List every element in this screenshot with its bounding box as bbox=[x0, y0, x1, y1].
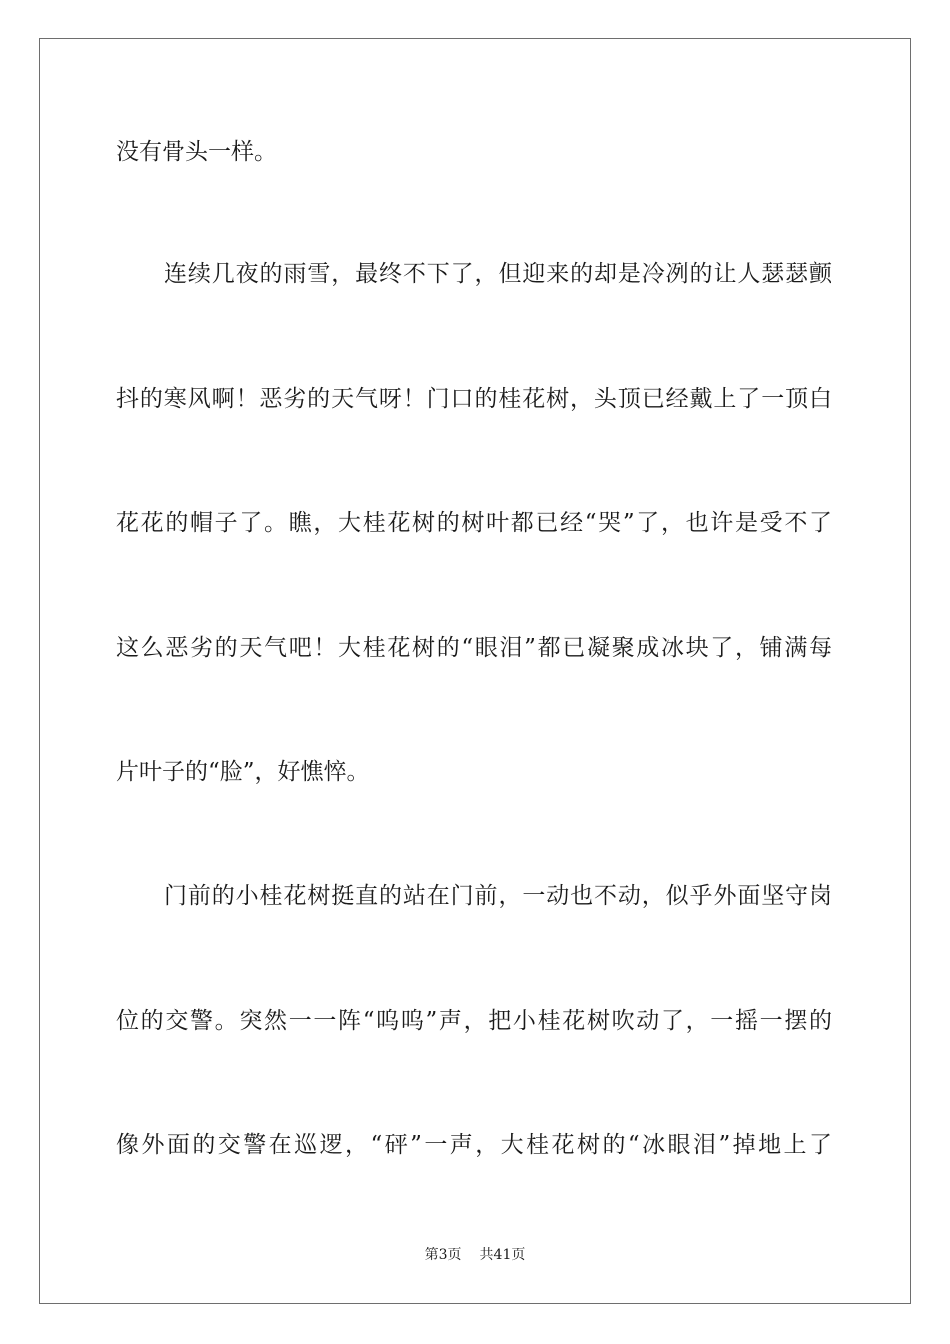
page-frame bbox=[39, 38, 911, 1304]
text-line-7: 门前的小桂花树挺直的站在门前，一动也不动，似乎外面坚守岗 bbox=[164, 883, 832, 909]
text-line-4: 花花的帽子了。瞧，大桂花树的树叶都已经“哭”了，也许是受不了 bbox=[116, 510, 832, 536]
text-line-3: 抖的寒风啊！恶劣的天气呀！门口的桂花树，头顶已经戴上了一顶白 bbox=[116, 386, 832, 412]
page-number: 第3页 bbox=[424, 1247, 462, 1263]
page-footer bbox=[0, 1244, 950, 1264]
text-line-1: 没有骨头一样。 bbox=[116, 139, 277, 165]
page-total: 共41页 bbox=[479, 1247, 526, 1263]
text-line-6: 片叶子的“脸”，好憔悴。 bbox=[116, 759, 370, 785]
text-line-8: 位的交警。突然一一阵“呜呜”声，把小桂花树吹动了，一摇一摆的 bbox=[116, 1008, 832, 1034]
text-line-9: 像外面的交警在巡逻，“砰”一声，大桂花树的“冰眼泪”掉地上了 bbox=[116, 1132, 832, 1158]
text-line-5: 这么恶劣的天气吧！大桂花树的“眼泪”都已凝聚成冰块了，铺满每 bbox=[116, 635, 832, 661]
text-line-2: 连续几夜的雨雪，最终不下了，但迎来的却是冷冽的让人瑟瑟颤 bbox=[164, 261, 832, 287]
